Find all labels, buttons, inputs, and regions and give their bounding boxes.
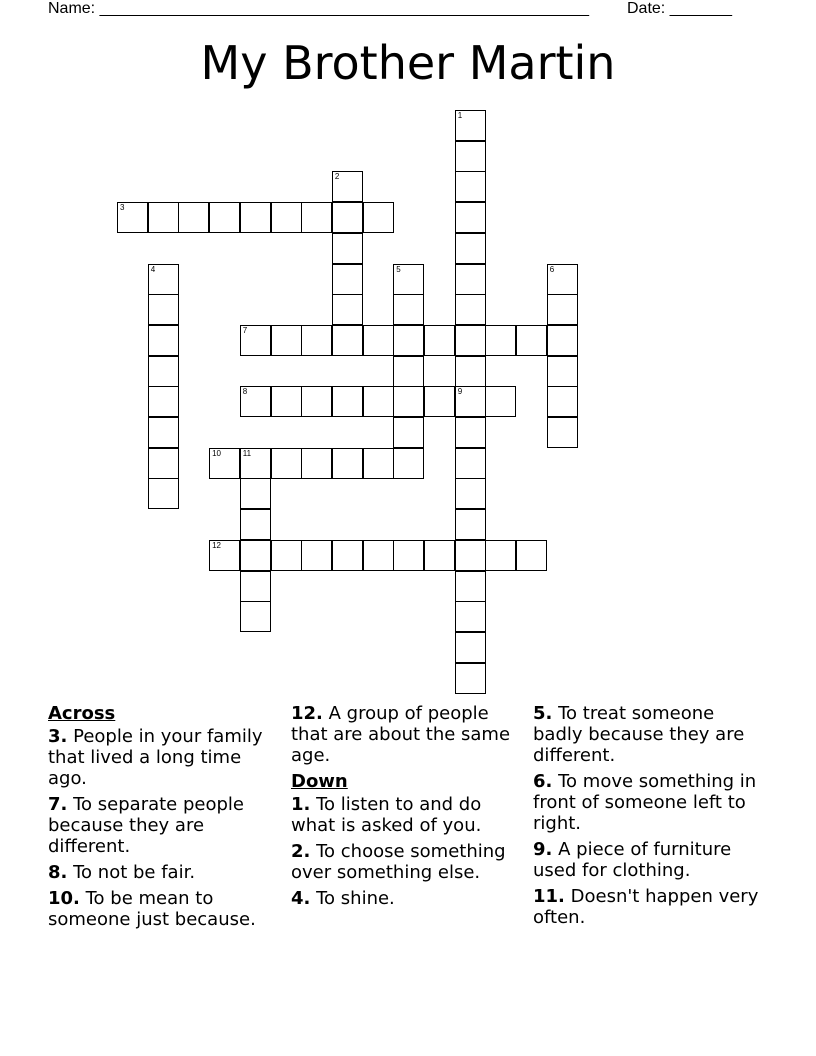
crossword-cell[interactable] (240, 386, 271, 417)
crossword-cell[interactable] (332, 386, 363, 417)
crossword-cell[interactable] (301, 448, 332, 479)
crossword-cell[interactable] (178, 202, 209, 233)
crossword-cell[interactable] (393, 417, 424, 448)
crossword-cell[interactable] (363, 448, 394, 479)
crossword-cell[interactable] (240, 478, 271, 509)
crossword-cell[interactable] (424, 386, 455, 417)
crossword-cell[interactable] (209, 540, 240, 571)
cell-number: 8 (242, 387, 248, 397)
crossword-cell[interactable] (393, 448, 424, 479)
crossword-cell[interactable] (332, 325, 363, 356)
crossword-cell[interactable] (301, 325, 332, 356)
crossword-cell[interactable] (393, 325, 424, 356)
crossword-cell[interactable] (393, 540, 424, 571)
clue-text: A piece of furniture used for clothing. (533, 839, 732, 881)
crossword-cell[interactable] (240, 325, 271, 356)
cell-number: 10 (212, 448, 221, 458)
cell-number: 5 (396, 264, 401, 274)
crossword-cell[interactable] (516, 540, 547, 571)
across-heading: Across (48, 703, 116, 724)
clue-number: 4. (291, 888, 311, 909)
crossword-cell[interactable] (455, 264, 486, 295)
crossword-cell[interactable] (271, 325, 302, 356)
crossword-cell[interactable] (117, 202, 148, 233)
clue-number: 12. (291, 703, 323, 724)
clue-number: 3. (48, 726, 68, 747)
cell-number: 9 (457, 387, 463, 397)
clue-number: 5. (533, 703, 553, 724)
crossword-cell[interactable] (240, 571, 271, 602)
crossword-cell[interactable] (393, 356, 424, 387)
crossword-cell[interactable] (271, 202, 302, 233)
crossword-cell[interactable] (516, 325, 547, 356)
clue-number: 7. (48, 794, 68, 815)
cell-number: 3 (120, 203, 125, 213)
clue-text: People in your family that lived a long time ago. (48, 726, 263, 789)
crossword-cell[interactable] (547, 417, 578, 448)
crossword-cell[interactable] (455, 509, 486, 540)
crossword-cell[interactable] (547, 294, 578, 325)
crossword-cell[interactable] (485, 325, 516, 356)
clue-down-6 (533, 771, 769, 834)
crossword-cell[interactable] (455, 571, 486, 602)
cell-number: 1 (457, 111, 463, 120)
crossword-cell[interactable] (148, 478, 179, 509)
crossword-cell[interactable] (485, 540, 516, 571)
crossword-cell[interactable] (455, 663, 486, 694)
crossword-cell[interactable] (363, 540, 394, 571)
cell-number: 6 (549, 264, 555, 274)
clue-number: 6. (533, 771, 553, 792)
crossword-cell[interactable] (301, 202, 332, 233)
crossword-cell[interactable] (547, 386, 578, 417)
crossword-cell[interactable] (148, 417, 179, 448)
crossword-cell[interactable] (271, 540, 302, 571)
crossword-cell[interactable] (455, 233, 486, 264)
clue-text: To be mean to someone just because. (48, 888, 256, 930)
crossword-cell[interactable] (363, 325, 394, 356)
crossword-cell[interactable] (547, 325, 578, 356)
crossword-cell[interactable] (271, 386, 302, 417)
crossword-cell[interactable] (455, 448, 486, 479)
crossword-cell[interactable] (455, 601, 486, 632)
clues-column-3 (533, 703, 769, 933)
clue-text: To separate people because they are different. (48, 794, 244, 857)
crossword-cell[interactable] (455, 386, 486, 417)
crossword-cell[interactable] (455, 141, 486, 172)
crossword-cell[interactable] (332, 202, 363, 233)
crossword-cell[interactable] (424, 325, 455, 356)
clue-across-3 (48, 726, 284, 789)
clue-number: 1. (291, 794, 311, 815)
clue-across-10 (48, 888, 284, 930)
clue-down-1 (291, 794, 527, 836)
crossword-cell[interactable] (393, 386, 424, 417)
clue-down-4 (291, 888, 527, 909)
clue-number: 8. (48, 862, 68, 883)
clue-text: Doesn't happen very often. (533, 886, 759, 928)
crossword-cell[interactable] (455, 202, 486, 233)
clue-text: To choose something over something else. (291, 841, 506, 883)
crossword-cell[interactable] (547, 356, 578, 387)
crossword-cell[interactable] (455, 294, 486, 325)
crossword-cell[interactable] (148, 202, 179, 233)
date-field-label: Date: _______ (627, 0, 732, 17)
clue-down-11 (533, 886, 769, 928)
crossword-cell[interactable] (271, 448, 302, 479)
crossword-cell[interactable] (332, 233, 363, 264)
clue-number: 2. (291, 841, 311, 862)
clue-text: To treat someone badly because they are different. (533, 703, 745, 766)
crossword-cell[interactable] (240, 448, 271, 479)
cell-number: 7 (242, 325, 248, 335)
clues-column-1 (48, 703, 284, 935)
crossword-cell[interactable] (240, 509, 271, 540)
cell-number: 11 (242, 448, 252, 458)
clue-text: To listen to and do what is asked of you. (291, 794, 482, 836)
crossword-cell[interactable] (240, 540, 271, 571)
crossword-cell[interactable] (148, 448, 179, 479)
cell-number: 4 (150, 264, 156, 274)
crossword-cell[interactable] (209, 448, 240, 479)
clue-text: A group of people that are about the same age. (291, 703, 511, 766)
name-field-label: Name: _______________________________________________________ (48, 0, 589, 17)
crossword-cell[interactable] (301, 386, 332, 417)
crossword-cell[interactable] (455, 540, 486, 571)
crossword-cell[interactable] (332, 171, 363, 202)
crossword-cell[interactable] (301, 540, 332, 571)
crossword-cell[interactable] (455, 478, 486, 509)
crossword-cell[interactable] (393, 294, 424, 325)
crossword-cell[interactable] (332, 540, 363, 571)
crossword-cell[interactable] (332, 448, 363, 479)
clue-down-9 (533, 839, 769, 881)
clue-text: To shine. (316, 888, 395, 909)
clue-across-12 (291, 703, 527, 766)
crossword-cell[interactable] (455, 110, 486, 141)
crossword-cell[interactable] (148, 294, 179, 325)
crossword-cell[interactable] (393, 264, 424, 295)
clue-number: 11. (533, 886, 565, 907)
crossword-cell[interactable] (455, 632, 486, 663)
clue-across-7 (48, 794, 284, 857)
crossword-cell[interactable] (424, 540, 455, 571)
down-heading: Down (291, 771, 348, 792)
clue-text: To move something in front of someone left to right. (533, 771, 757, 834)
crossword-cell[interactable] (547, 264, 578, 295)
crossword-cell[interactable] (332, 294, 363, 325)
crossword-cell[interactable] (148, 356, 179, 387)
clue-down-2 (291, 841, 527, 883)
crossword-cell[interactable] (455, 417, 486, 448)
crossword-cell[interactable] (148, 325, 179, 356)
clue-number: 10. (48, 888, 80, 909)
cell-number: 12 (212, 540, 221, 550)
crossword-cell[interactable] (209, 202, 240, 233)
crossword-cell[interactable] (455, 356, 486, 387)
crossword-cell[interactable] (332, 264, 363, 295)
cell-number: 2 (334, 172, 340, 182)
clue-number: 9. (533, 839, 553, 860)
crossword-cell[interactable] (363, 202, 394, 233)
crossword-cell[interactable] (455, 171, 486, 202)
clue-text: To not be fair. (73, 862, 196, 883)
clue-down-5 (533, 703, 769, 766)
page-title: My Brother Martin (200, 36, 616, 90)
clues-column-2 (291, 703, 527, 914)
crossword-cell[interactable] (148, 386, 179, 417)
clue-across-8 (48, 862, 284, 883)
crossword-cell[interactable] (485, 386, 516, 417)
crossword-cell[interactable] (363, 386, 394, 417)
crossword-cell[interactable] (240, 601, 271, 632)
crossword-cell[interactable] (240, 202, 271, 233)
crossword-cell[interactable] (455, 325, 486, 356)
crossword-cell[interactable] (148, 264, 179, 295)
